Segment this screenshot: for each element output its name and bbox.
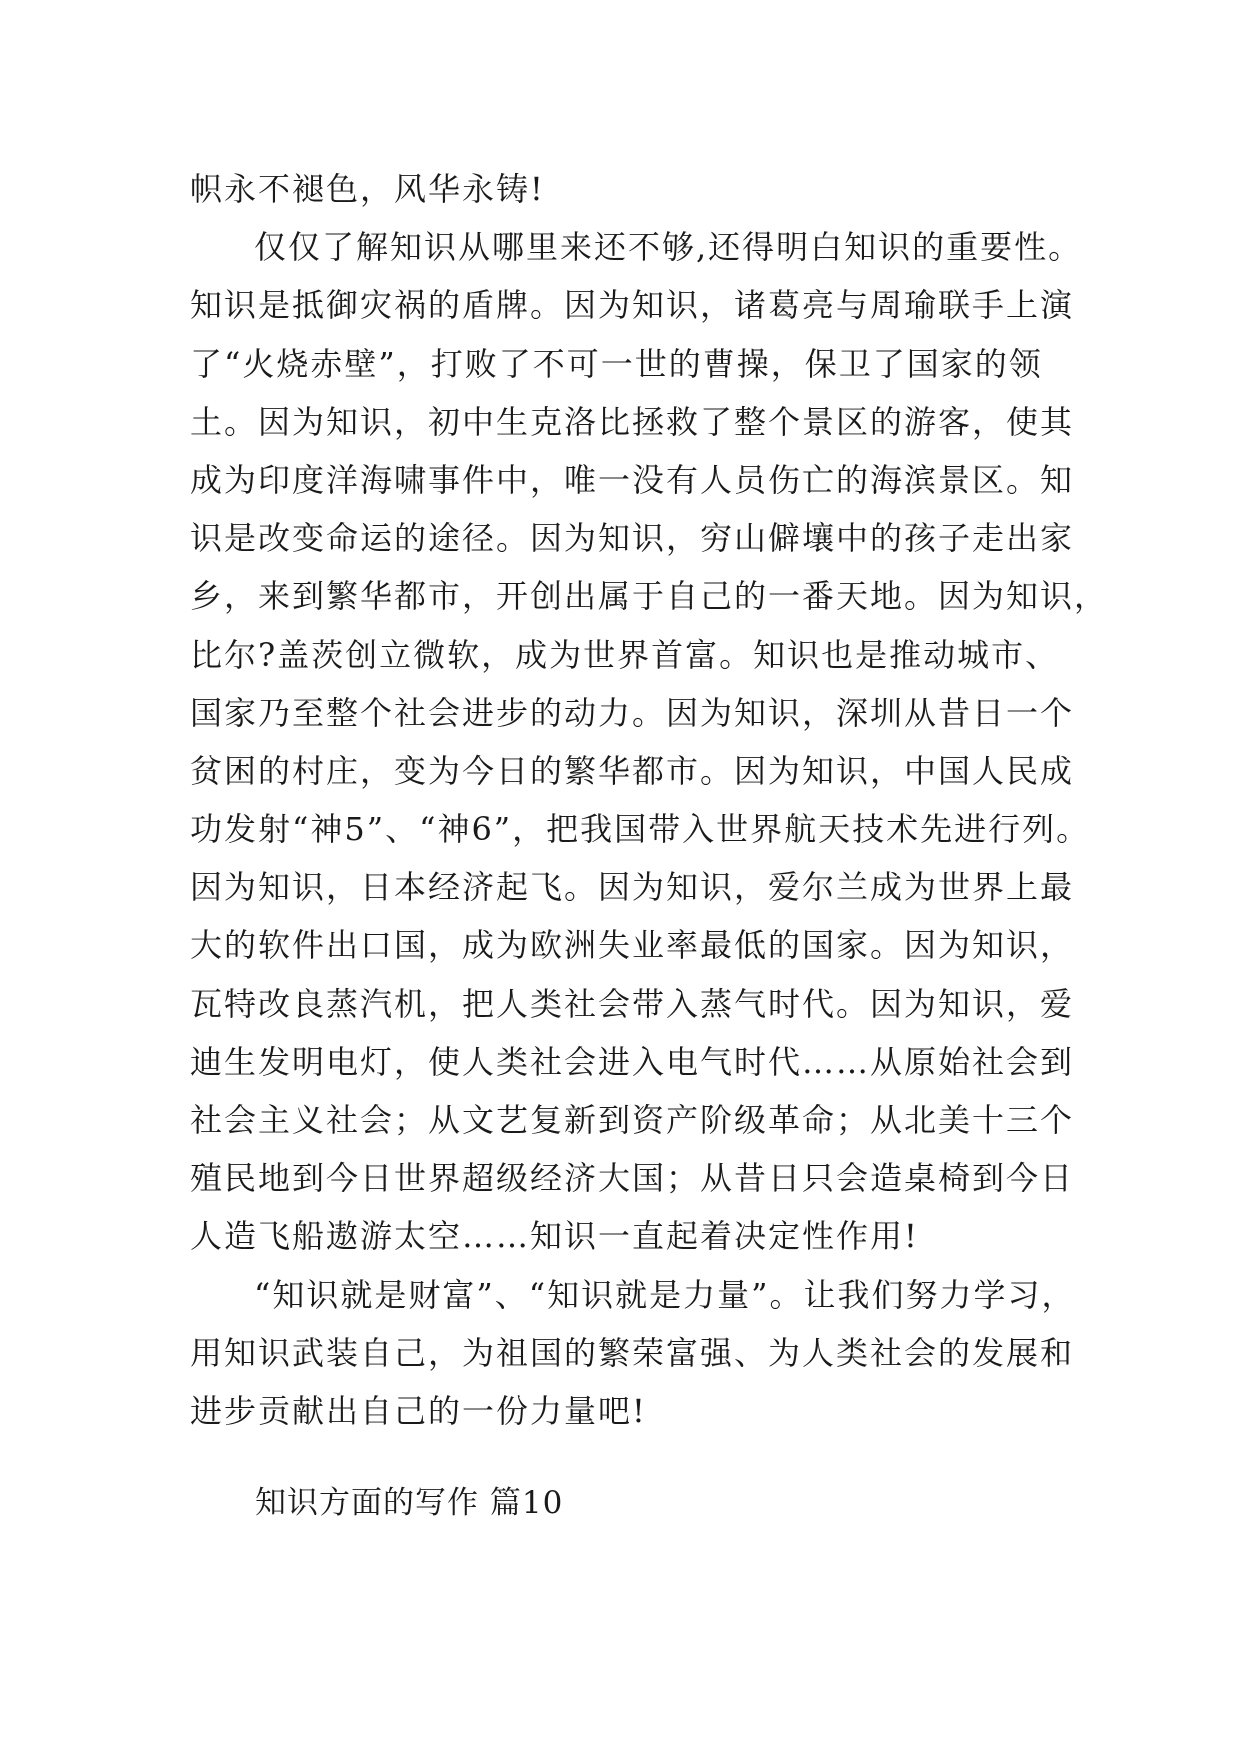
paragraph-line: 仅仅了解知识从哪里来还不够,还得明白知识的重要性。	[254, 228, 1083, 267]
section-heading: 知识方面的写作 篇10	[255, 1485, 564, 1521]
paragraph-line: 功发射“神5”、“神6”，把我国带入世界航天技术先进行列。	[190, 810, 1091, 849]
paragraph-line: 了“火烧赤壁”，打败了不可一世的曹操，保卫了国家的领	[190, 344, 1043, 383]
paragraph-line: 乡，来到繁华都市，开创出属于自己的一番天地。因为知识，	[190, 577, 1109, 616]
paragraph-line: 大的软件出口国，成为欧洲失业率最低的国家。因为知识，	[190, 926, 1075, 965]
paragraph-line: 国家乃至整个社会进步的动力。因为知识，深圳从昔日一个	[190, 693, 1075, 732]
paragraph-line: 社会主义社会；从文艺复新到资产阶级革命；从北美十三个	[190, 1101, 1075, 1139]
paragraph-line: 迪生发明电灯，使人类社会进入电气时代……从原始社会到	[190, 1042, 1075, 1081]
paragraph-line: 识是改变命运的途径。因为知识，穷山僻壤中的孩子走出家	[190, 519, 1075, 558]
paragraph-line: 进步贡献出自己的一份力量吧!	[190, 1391, 647, 1430]
paragraph-line: 成为印度洋海啸事件中，唯一没有人员伤亡的海滨景区。知	[190, 460, 1075, 499]
paragraph-line: 人造飞船遨游太空……知识一直起着决定性作用!	[190, 1217, 919, 1256]
paragraph-line: “知识就是财富”、“知识就是力量”。让我们努力学习，	[254, 1275, 1076, 1314]
paragraph-line: 殖民地到今日世界超级经济大国；从昔日只会造桌椅到今日	[190, 1159, 1075, 1198]
paragraph-line: 帜永不褪色，风华永铸!	[190, 170, 545, 208]
paragraph-line: 贫困的村庄，变为今日的繁华都市。因为知识，中国人民成	[190, 751, 1075, 790]
paragraph-line: 土。因为知识，初中生克洛比拯救了整个景区的游客，使其	[190, 402, 1075, 441]
paragraph-line: 瓦特改良蒸汽机，把人类社会带入蒸气时代。因为知识，爱	[190, 984, 1075, 1023]
paragraph-line: 因为知识，日本经济起飞。因为知识，爱尔兰成为世界上最	[190, 868, 1075, 907]
paragraph-line: 用知识武装自己，为祖国的繁荣富强、为人类社会的发展和	[190, 1333, 1075, 1372]
body-text	[190, 160, 1109, 1440]
paragraph-line: 比尔?盖茨创立微软，成为世界首富。知识也是推动城市、	[190, 635, 1060, 674]
paragraph-line: 知识是抵御灾祸的盾牌。因为知识，诸葛亮与周瑜联手上演	[190, 286, 1075, 325]
